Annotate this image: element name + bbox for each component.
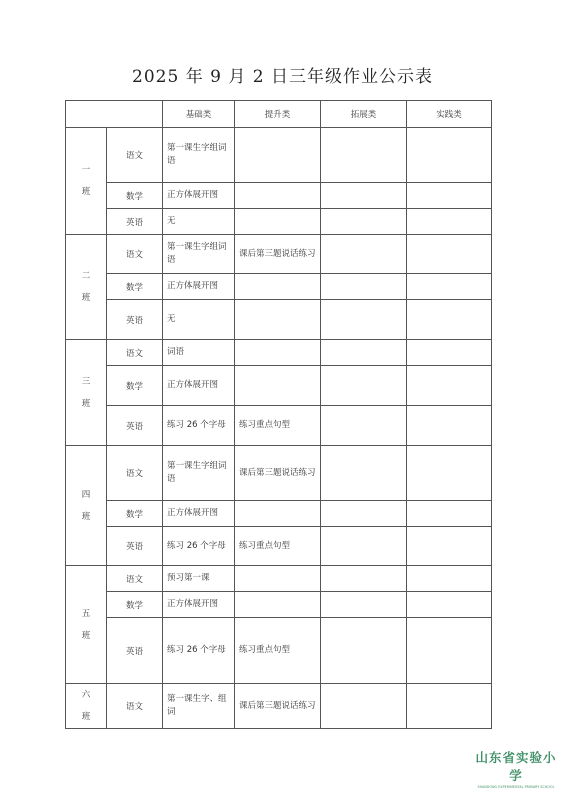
basic-cell: 无 [163, 300, 235, 340]
advanced-cell [235, 209, 321, 235]
subject-cell: 数学 [107, 366, 163, 406]
school-logo-subtitle: SHANDONG EXPERIMENTAL PRIMARY SCHOOL [477, 785, 555, 789]
advanced-cell [235, 128, 321, 183]
advanced-cell [235, 592, 321, 618]
table-row [66, 183, 492, 209]
basic-cell: 第一课生字组词语 [163, 446, 235, 501]
header-cell-blank [66, 101, 163, 128]
class-name-cell: 四 班 [66, 446, 107, 566]
header-cell-advanced: 提升类 [235, 101, 321, 128]
subject-cell: 数学 [107, 592, 163, 618]
header-row [66, 101, 492, 128]
extended-cell [321, 366, 407, 406]
class-name-cell: 五 班 [66, 566, 107, 684]
advanced-cell [235, 501, 321, 527]
subject-cell: 数学 [107, 274, 163, 300]
advanced-cell [235, 566, 321, 592]
basic-cell: 练习 26 个字母 [163, 527, 235, 566]
table-body [66, 128, 492, 729]
advanced-cell [235, 274, 321, 300]
practice-cell [407, 366, 492, 406]
basic-cell: 正方体展开图 [163, 274, 235, 300]
advanced-cell: 课后第三题说话练习 [235, 684, 321, 729]
extended-cell [321, 618, 407, 684]
table-row [66, 527, 492, 566]
extended-cell [321, 684, 407, 729]
practice-cell [407, 183, 492, 209]
subject-cell: 数学 [107, 501, 163, 527]
header-cell-practice: 实践类 [407, 101, 492, 128]
extended-cell [321, 527, 407, 566]
extended-cell [321, 446, 407, 501]
class-name-cell: 一 班 [66, 128, 107, 235]
subject-cell: 语文 [107, 684, 163, 729]
subject-cell: 数学 [107, 183, 163, 209]
subject-cell: 英语 [107, 300, 163, 340]
advanced-cell [235, 300, 321, 340]
advanced-cell: 课后第三题说话练习 [235, 446, 321, 501]
subject-cell: 语文 [107, 128, 163, 183]
advanced-cell [235, 366, 321, 406]
basic-cell: 第一课生字组词语 [163, 128, 235, 183]
table-row [66, 618, 492, 684]
practice-cell [407, 209, 492, 235]
table-row [66, 235, 492, 274]
basic-cell: 练习 26 个字母 [163, 406, 235, 446]
subject-cell: 语文 [107, 235, 163, 274]
table-row [66, 340, 492, 366]
extended-cell [321, 340, 407, 366]
basic-cell: 词语 [163, 340, 235, 366]
subject-cell: 语文 [107, 446, 163, 501]
advanced-cell: 课后第三题说话练习 [235, 235, 321, 274]
basic-cell: 正方体展开图 [163, 501, 235, 527]
table-row [66, 501, 492, 527]
practice-cell [407, 446, 492, 501]
practice-cell [407, 566, 492, 592]
extended-cell [321, 183, 407, 209]
advanced-cell: 练习重点句型 [235, 406, 321, 446]
basic-cell: 第一课生字组词语 [163, 235, 235, 274]
extended-cell [321, 209, 407, 235]
subject-cell: 语文 [107, 566, 163, 592]
basic-cell: 第一课生字、组词 [163, 684, 235, 729]
table-row [66, 274, 492, 300]
subject-cell: 英语 [107, 209, 163, 235]
practice-cell [407, 592, 492, 618]
extended-cell [321, 128, 407, 183]
practice-cell [407, 235, 492, 274]
header-cell-extended: 拓展类 [321, 101, 407, 128]
table-row [66, 406, 492, 446]
class-name-cell: 二 班 [66, 235, 107, 340]
practice-cell [407, 300, 492, 340]
extended-cell [321, 300, 407, 340]
homework-table [65, 100, 492, 729]
subject-cell: 英语 [107, 406, 163, 446]
extended-cell [321, 406, 407, 446]
basic-cell: 正方体展开图 [163, 366, 235, 406]
basic-cell: 预习第一课 [163, 566, 235, 592]
extended-cell [321, 566, 407, 592]
practice-cell [407, 340, 492, 366]
table-row [66, 209, 492, 235]
subject-cell: 英语 [107, 618, 163, 684]
subject-cell: 英语 [107, 527, 163, 566]
school-logo [470, 748, 562, 789]
extended-cell [321, 235, 407, 274]
basic-cell: 无 [163, 209, 235, 235]
practice-cell [407, 274, 492, 300]
table-row [66, 366, 492, 406]
advanced-cell: 练习重点句型 [235, 527, 321, 566]
table-row [66, 592, 492, 618]
practice-cell [407, 501, 492, 527]
practice-cell [407, 128, 492, 183]
advanced-cell: 练习重点句型 [235, 618, 321, 684]
table-row [66, 128, 492, 183]
practice-cell [407, 618, 492, 684]
extended-cell [321, 592, 407, 618]
table-row [66, 446, 492, 501]
advanced-cell [235, 183, 321, 209]
extended-cell [321, 501, 407, 527]
page-title: 2025 年 9 月 2 日三年级作业公示表 [132, 67, 433, 87]
basic-cell: 正方体展开图 [163, 183, 235, 209]
practice-cell [407, 684, 492, 729]
class-name-cell: 六 班 [66, 684, 107, 729]
practice-cell [407, 527, 492, 566]
table-row [66, 300, 492, 340]
subject-cell: 语文 [107, 340, 163, 366]
basic-cell: 正方体展开图 [163, 592, 235, 618]
advanced-cell [235, 340, 321, 366]
basic-cell: 练习 26 个字母 [163, 618, 235, 684]
table-row [66, 684, 492, 729]
school-logo-name: 山东省实验小学 [475, 750, 557, 783]
class-name-cell: 三 班 [66, 340, 107, 446]
practice-cell [407, 406, 492, 446]
extended-cell [321, 274, 407, 300]
table-row [66, 566, 492, 592]
header-cell-basic: 基础类 [163, 101, 235, 128]
